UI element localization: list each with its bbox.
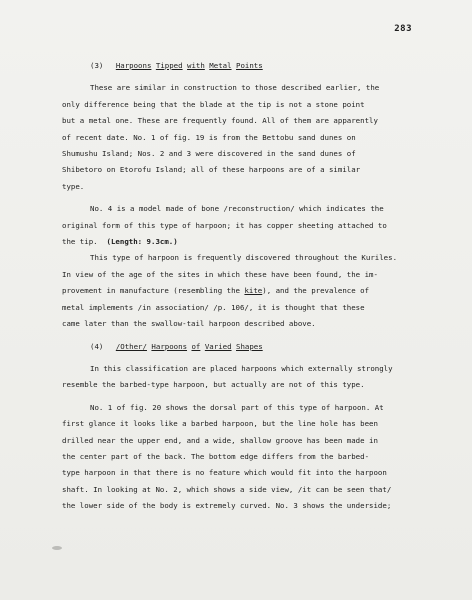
text-fragment: provement in manufacture (resembling the (62, 286, 245, 296)
text-line: In view of the age of the sites in which these have been found, the im- (62, 269, 378, 279)
heading-word: Points (236, 61, 263, 70)
text-line: In this classification are placed harpoons which externally strongly (90, 363, 393, 373)
heading-word: Metal (209, 61, 232, 70)
text-line: only difference being that the blade at the tip is not a stone point (62, 99, 365, 109)
text-line: the lower side of the body is extremely curved. No. 3 shows the underside; (62, 501, 392, 511)
text-line: metal implements /in association/ /p. 106/, it is thought that these (62, 302, 365, 312)
heading-word: Shapes (236, 341, 263, 351)
text-line: No. 4 is a model made of bone /reconstruction/ which indicates the (90, 204, 384, 214)
text-line: first glance it looks like a barbed harpoon, but the line hole has been (62, 419, 378, 429)
text-line: the center part of the back. The bottom edge differs from the barbed- (62, 451, 370, 461)
text-line: original form of this type of harpoon; it has copper sheeting attached to (62, 220, 387, 230)
text-line: of recent date. No. 1 of fig. 19 is from the Bettobu sand dunes on (62, 132, 356, 142)
page-number: 283 (394, 24, 412, 34)
heading-word: /Other/ (115, 341, 147, 351)
heading-word: Harpoons (151, 341, 188, 351)
heading-word: with (187, 61, 205, 70)
text-line: resemble the barbed-type harpoon, but actually are not of this type. (62, 380, 365, 390)
paragraph (62, 361, 434, 394)
text-line: These are similar in construction to those described earlier, the (90, 83, 380, 93)
section-number: (3) (90, 61, 104, 70)
text-line: came later than the swallow-tail harpoon described above. (62, 319, 316, 329)
text-line: Shumushu Island; Nos. 2 and 3 were discovered in the sand dunes of (62, 149, 356, 159)
underlined-word: kite (244, 286, 263, 296)
text-line: type harpoon in that there is no feature which would fit into the harpoon (62, 468, 387, 478)
text-line: shaft. In looking at No. 2, which shows a side view, /it can be seen that/ (62, 484, 392, 494)
text-fragment: ), and the prevalence of (262, 286, 370, 296)
length-note: (Length: 9.3cm.) (106, 237, 178, 247)
text-line: No. 1 of fig. 20 shows the dorsal part of this type of harpoon. At (90, 402, 384, 412)
text-fragment: the tip. (62, 237, 98, 247)
section-3-heading (90, 58, 434, 74)
text-line: drilled near the upper end, and a wide, shallow groove has been made in (62, 435, 378, 445)
paragraph (62, 400, 434, 515)
text-line: but a metal one. These are frequently found. All of them are apparently (62, 116, 378, 126)
text-line: Shibetoro on Etorofu Island; all of these harpoons are of a similar (62, 165, 361, 175)
scan-speck (52, 546, 62, 550)
text-line (62, 234, 434, 250)
heading-word: of (191, 341, 201, 351)
text-line: This type of harpoon is frequently discovered throughout the Kuriles. (90, 253, 398, 263)
text-line: type. (62, 181, 85, 191)
paragraph (62, 80, 434, 195)
body-text (62, 58, 434, 521)
heading-word: Varied (204, 341, 232, 351)
section-number: (4) (90, 341, 104, 351)
heading-word: Tipped (155, 61, 183, 70)
paragraph (62, 201, 434, 332)
text-line (62, 283, 434, 299)
section-4-heading (90, 339, 434, 355)
heading-word: Harpoons (115, 61, 152, 70)
